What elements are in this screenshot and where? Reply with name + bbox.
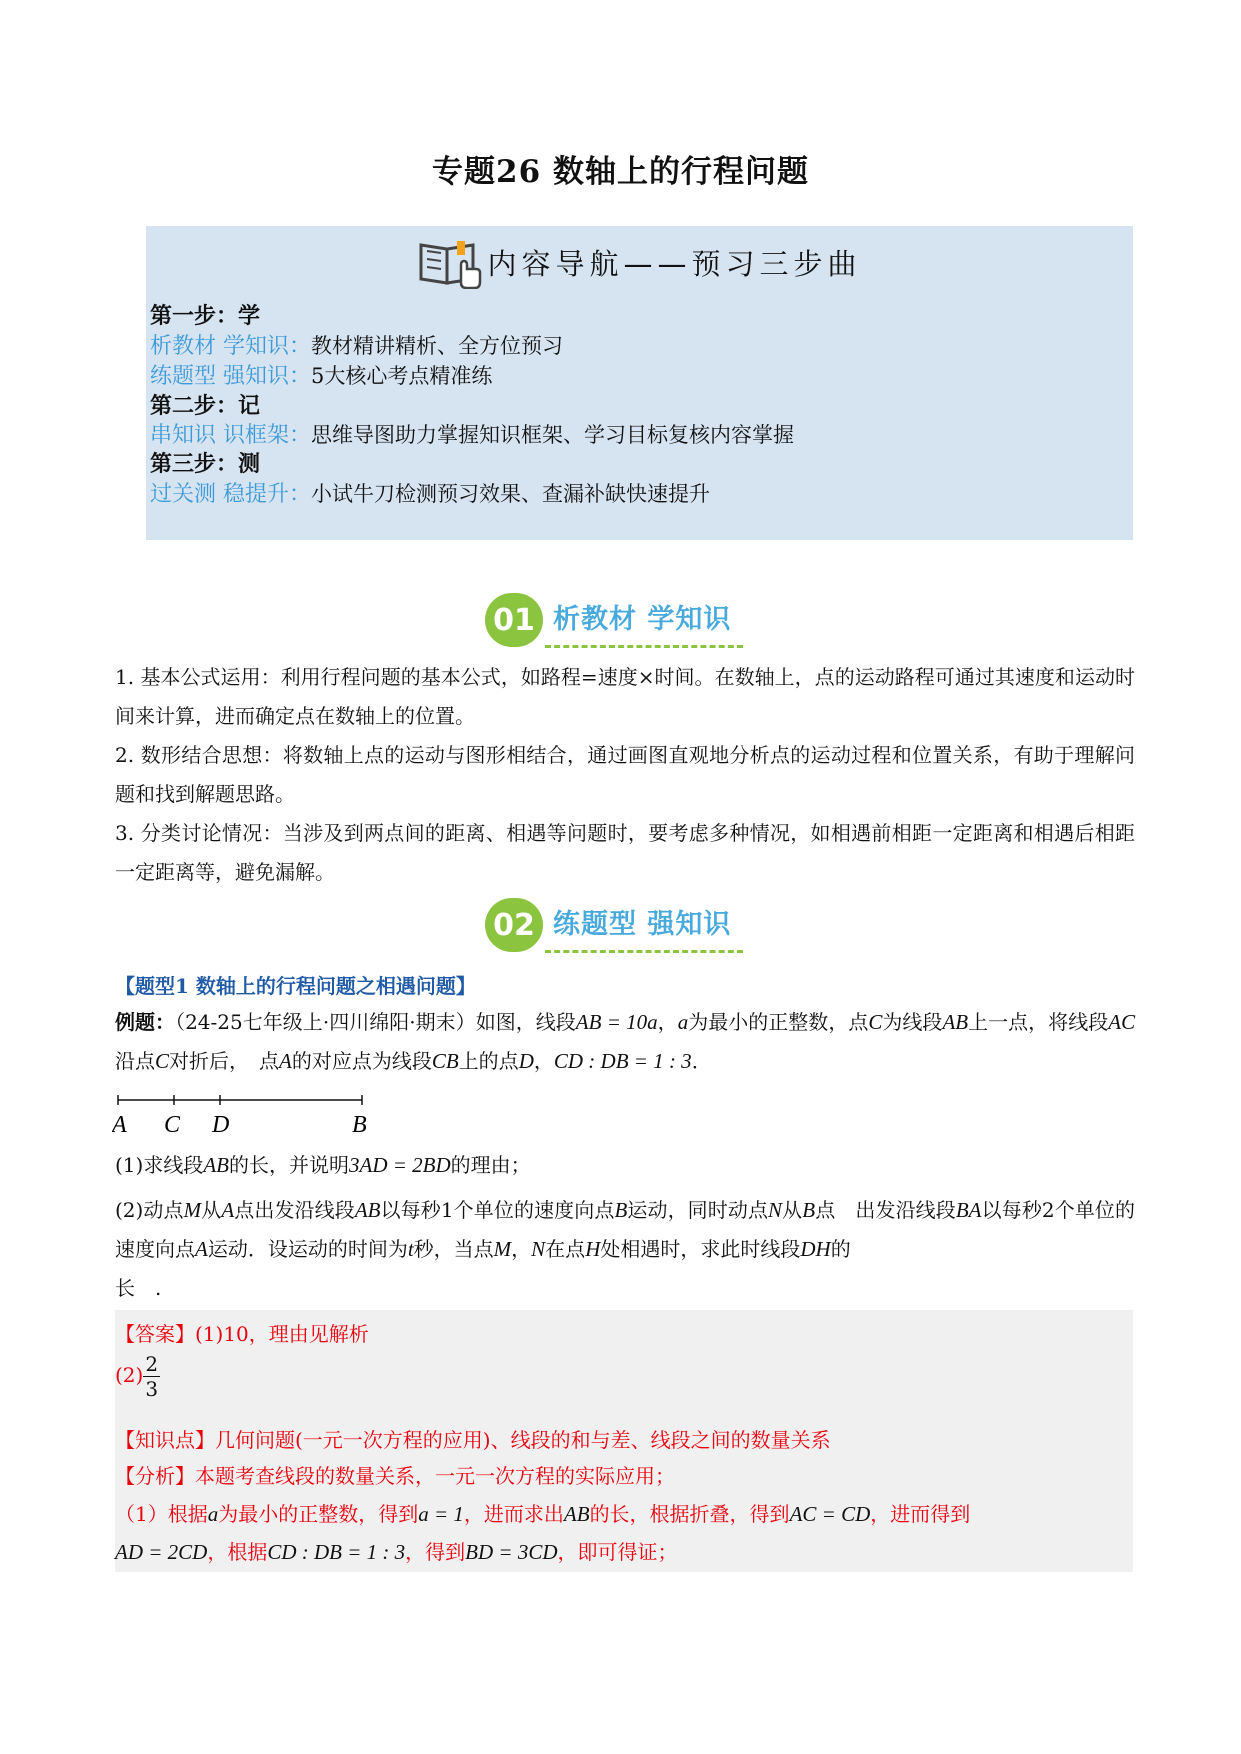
math-var: AB <box>203 1153 229 1177</box>
math-var: AB <box>563 1502 590 1526</box>
math-var: DH <box>800 1237 831 1261</box>
math-var: C <box>155 1049 170 1073</box>
label-c: C <box>164 1112 181 1138</box>
math-expr: a = 1 <box>418 1502 464 1526</box>
math-expr: AB = 10a <box>575 1010 658 1034</box>
analysis-text: ，即可得证； <box>557 1540 678 1564</box>
answer-fraction <box>143 1352 160 1401</box>
analysis-text: ，得到 <box>405 1540 466 1564</box>
knowledge-point-2: 2. 数形结合思想：将数轴上点的运动与图形相结合，通过画图直观地分析点的运动过程和位置关系，有助于理解问题和找到解题思路。 <box>115 743 1135 806</box>
example-text: 为最小的正整数，点 <box>688 1010 869 1034</box>
math-var: BA <box>955 1198 982 1222</box>
q2-text: 在点 <box>545 1237 586 1261</box>
section-01-number: 01 <box>485 593 543 647</box>
book-pointer-icon <box>417 235 483 289</box>
q2-text: (2)动点 <box>115 1198 184 1222</box>
q2-text: 的 <box>830 1237 851 1261</box>
example-label: 例题： <box>115 1010 176 1034</box>
example-text: ， <box>533 1049 554 1073</box>
answer-2-prefix: (2) <box>115 1363 144 1387</box>
q2-text: 每秒2个单位的速度向点 <box>115 1198 1136 1261</box>
example-text: 为线段 <box>882 1010 943 1034</box>
math-var: AC <box>1108 1010 1136 1034</box>
nav-line-3 <box>150 421 794 450</box>
math-var: a <box>677 1010 689 1034</box>
q2-text: 运动．设运动的时间为 <box>207 1237 408 1261</box>
math-var: B <box>614 1198 628 1222</box>
answer-box <box>115 1310 1133 1572</box>
math-expr: CD : DB = 1 : 3 <box>267 1540 406 1564</box>
q2-text: 秒，当点 <box>413 1237 494 1261</box>
analysis-line: 【分析】本题考查线段的数量关系，一元一次方程的实际应用； <box>115 1464 675 1488</box>
math-var: AB <box>354 1198 381 1222</box>
math-var: B <box>802 1198 816 1222</box>
section-01-label: 析教材 学知识 <box>553 604 732 635</box>
math-var: N <box>768 1198 783 1222</box>
nav-step-2: 第二步：记 <box>150 393 261 419</box>
math-var: AB <box>942 1010 969 1034</box>
q2-text: 处相遇时，求此时线段 <box>600 1237 801 1261</box>
analysis-step-1-line-2 <box>115 1536 678 1565</box>
segment-figure <box>112 1092 372 1142</box>
label-b: B <box>352 1112 367 1138</box>
example-text: 上一点，将线段 <box>968 1010 1109 1034</box>
nav-line-3-key: 串知识 识框架： <box>150 423 311 448</box>
section-02-divider <box>545 950 743 953</box>
nav-line-1-text: 教材精讲精析、全方位预习 <box>311 334 563 358</box>
nav-step-1: 第一步：学 <box>150 303 261 329</box>
q2-text: 从 <box>201 1198 222 1222</box>
section-02-label: 练题型 强知识 <box>553 909 732 940</box>
knowledge-point-3: 3. 分类讨论情况：当涉及到两点间的距离、相遇等问题时，要考虑多种情况，如相遇前相距一定距离和相遇后相距一定距离等，避免漏解。 <box>115 821 1135 884</box>
label-d: D <box>212 1112 230 1138</box>
fraction-denominator: 3 <box>145 1377 159 1401</box>
example-text: 的对应点为线段 <box>291 1049 432 1073</box>
math-var: C <box>868 1010 883 1034</box>
example-text: 上的点 <box>458 1049 519 1073</box>
math-expr: AD = 2CD <box>115 1540 208 1564</box>
nav-line-1-key: 析教材 学知识： <box>150 334 311 359</box>
section-01-badge <box>485 585 755 655</box>
analysis-text: ，进而得到 <box>870 1502 971 1526</box>
math-var: N <box>531 1237 546 1261</box>
section-01-divider <box>545 645 743 648</box>
nav-line-1 <box>150 332 563 361</box>
analysis-step-1-line-1 <box>115 1498 970 1527</box>
math-var: D <box>518 1049 534 1073</box>
math-var: H <box>585 1237 601 1261</box>
q2-text: ， <box>511 1237 532 1261</box>
math-var: M <box>183 1198 202 1222</box>
nav-step-3: 第三步：测 <box>150 451 261 477</box>
q1-text: 的长，并说明 <box>229 1153 349 1177</box>
nav-line-4-text: 小试牛刀检测预习效果、查漏补缺快速提升 <box>311 482 710 506</box>
section-02-number: 02 <box>485 898 543 952</box>
example-source: （24-25七年级上·四川绵阳·期末） <box>175 1010 476 1034</box>
example-text: 如图，线段 <box>475 1010 576 1034</box>
math-expr: 3AD = 2BD <box>349 1153 451 1177</box>
nav-line-4 <box>150 480 710 509</box>
example-text: ． <box>691 1049 712 1073</box>
question-1 <box>115 1146 1135 1185</box>
q2-text: 运动，同时动点 <box>627 1198 769 1222</box>
math-var: A <box>279 1049 292 1073</box>
analysis-text: 的长，根据折叠，得到 <box>589 1502 790 1526</box>
math-expr: BD = 3CD <box>465 1540 558 1564</box>
math-var: CB <box>431 1049 459 1073</box>
content-navigation-box <box>146 226 1133 540</box>
q2-text: 从 <box>782 1198 803 1222</box>
q2-text: 点出发沿线段 <box>234 1198 355 1222</box>
math-var: a <box>207 1502 219 1526</box>
knowledge-point-1: 1. 基本公式运用：利用行程问题的基本公式，如路程=速度×时间。在数轴上，点的运动路程可通过其速度和运动时间来计算，进而确定点在数轴上的位置。 <box>115 665 1135 728</box>
analysis-text: ，根据 <box>207 1540 268 1564</box>
answer-line-2 <box>115 1352 160 1401</box>
math-var: t <box>407 1237 414 1261</box>
nav-line-3-text: 思维导图助力掌握知识框架、学习目标复核内容掌握 <box>311 423 794 447</box>
example-text: 沿点 <box>115 1049 155 1073</box>
example-text: ， <box>657 1010 678 1034</box>
nav-header-text: 内容导航——预习三步曲 <box>487 246 862 281</box>
analysis-text: 为最小的正整数，得到 <box>218 1502 419 1526</box>
math-expr: AC = CD <box>789 1502 871 1526</box>
q1-text: (1)求线段 <box>115 1153 204 1177</box>
page-title: 专题26 数轴上的行程问题 <box>432 154 809 190</box>
math-var: A <box>221 1198 235 1222</box>
nav-line-2-text: 5大核心考点精准练 <box>311 364 493 388</box>
nav-line-2-key: 练题型 强知识： <box>150 364 311 389</box>
analysis-text: ，进而求出 <box>463 1502 564 1526</box>
fraction-numerator: 2 <box>145 1352 159 1376</box>
question-2 <box>115 1191 1135 1308</box>
nav-line-2 <box>150 362 492 391</box>
q2-text: 长 . <box>115 1276 162 1300</box>
knowledge-point-line: 【知识点】几何问题(一元一次方程的应用)、线段的和与差、线段之间的数量关系 <box>115 1428 831 1452</box>
type-1-heading: 【题型1 数轴上的行程问题之相遇问题】 <box>115 974 476 998</box>
analysis-text: （1）根据 <box>115 1502 208 1526</box>
nav-line-4-key: 过关测 稳提升： <box>150 482 311 507</box>
q2-text: 点 出发沿线段 <box>815 1198 956 1222</box>
example-problem <box>115 1003 1135 1081</box>
section-02-badge <box>485 890 755 960</box>
math-var: A <box>195 1237 208 1261</box>
label-a: A <box>112 1112 127 1138</box>
answer-line-1: 【答案】(1)10，理由见解析 <box>115 1322 369 1346</box>
nav-header <box>146 232 1133 292</box>
q2-text: 以每秒1个单位的速度向点 <box>380 1198 615 1222</box>
q2-text: 以 <box>981 1198 1002 1222</box>
math-expr: CD : DB = 1 : 3 <box>553 1049 692 1073</box>
q1-text: 的理由； <box>450 1153 531 1177</box>
example-text: 对折后， 点 <box>169 1049 280 1073</box>
math-var: M <box>493 1237 512 1261</box>
